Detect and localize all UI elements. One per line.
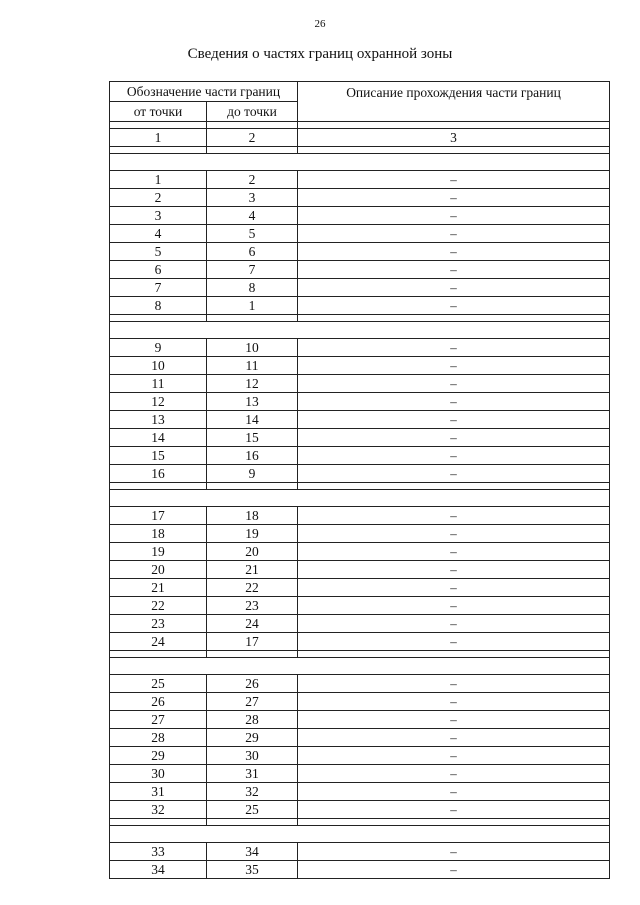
to-point-cell: 35 xyxy=(207,861,298,879)
to-point-cell: 31 xyxy=(207,765,298,783)
to-point-cell: 29 xyxy=(207,729,298,747)
description-cell: – xyxy=(298,747,610,765)
table-row xyxy=(110,225,610,243)
table-row xyxy=(110,597,610,615)
table-row xyxy=(110,465,610,483)
table-row xyxy=(110,843,610,861)
from-point-cell: 28 xyxy=(110,729,207,747)
description-cell: – xyxy=(298,597,610,615)
header-boundary-designation: Обозначение части границ xyxy=(110,82,298,102)
numbering-cell: 3 xyxy=(298,129,610,147)
from-point-cell: 25 xyxy=(110,675,207,693)
description-cell: – xyxy=(298,429,610,447)
numbering-cell: 1 xyxy=(110,129,207,147)
to-point-cell: 3 xyxy=(207,189,298,207)
from-point-cell: 33 xyxy=(110,843,207,861)
table-row xyxy=(110,243,610,261)
from-point-cell: 7 xyxy=(110,279,207,297)
description-cell: – xyxy=(298,339,610,357)
table-row xyxy=(110,693,610,711)
table-row xyxy=(110,765,610,783)
table-row xyxy=(110,207,610,225)
table-row xyxy=(110,447,610,465)
to-point-cell: 15 xyxy=(207,429,298,447)
from-point-cell: 29 xyxy=(110,747,207,765)
from-point-cell: 11 xyxy=(110,375,207,393)
to-point-cell: 6 xyxy=(207,243,298,261)
to-point-cell: 28 xyxy=(207,711,298,729)
to-point-cell: 19 xyxy=(207,525,298,543)
from-point-cell: 16 xyxy=(110,465,207,483)
table-row xyxy=(110,543,610,561)
from-point-cell: 26 xyxy=(110,693,207,711)
group-separator-row xyxy=(110,826,610,843)
to-point-cell: 30 xyxy=(207,747,298,765)
from-point-cell: 12 xyxy=(110,393,207,411)
table-body xyxy=(110,122,610,879)
from-point-cell: 5 xyxy=(110,243,207,261)
to-point-cell: 24 xyxy=(207,615,298,633)
to-point-cell: 20 xyxy=(207,543,298,561)
table-row xyxy=(110,615,610,633)
page-title: Сведения о частях границ охранной зоны xyxy=(187,46,453,62)
from-point-cell: 20 xyxy=(110,561,207,579)
from-point-cell: 1 xyxy=(110,171,207,189)
to-point-cell: 5 xyxy=(207,225,298,243)
to-point-cell: 4 xyxy=(207,207,298,225)
description-cell: – xyxy=(298,525,610,543)
table-row xyxy=(110,711,610,729)
to-point-cell: 8 xyxy=(207,279,298,297)
table-row xyxy=(110,279,610,297)
table-row xyxy=(110,411,610,429)
from-point-cell: 9 xyxy=(110,339,207,357)
spacer-row xyxy=(110,483,610,490)
description-cell: – xyxy=(298,507,610,525)
from-point-cell: 15 xyxy=(110,447,207,465)
to-point-cell: 25 xyxy=(207,801,298,819)
from-point-cell: 3 xyxy=(110,207,207,225)
from-point-cell: 8 xyxy=(110,297,207,315)
to-point-cell: 22 xyxy=(207,579,298,597)
table-row xyxy=(110,861,610,879)
description-cell: – xyxy=(298,783,610,801)
to-point-cell: 1 xyxy=(207,297,298,315)
description-cell: – xyxy=(298,243,610,261)
from-point-cell: 30 xyxy=(110,765,207,783)
description-cell: – xyxy=(298,393,610,411)
description-cell: – xyxy=(298,801,610,819)
table-row xyxy=(110,357,610,375)
group-separator-row xyxy=(110,154,610,171)
spacer-row xyxy=(110,651,610,658)
boundary-parts-table xyxy=(109,81,610,879)
description-cell: – xyxy=(298,675,610,693)
from-point-cell: 24 xyxy=(110,633,207,651)
description-cell: – xyxy=(298,279,610,297)
header-description: Описание прохождения части границ xyxy=(298,82,610,122)
description-cell: – xyxy=(298,375,610,393)
from-point-cell: 13 xyxy=(110,411,207,429)
group-separator-row xyxy=(110,490,610,507)
to-point-cell: 9 xyxy=(207,465,298,483)
to-point-cell: 34 xyxy=(207,843,298,861)
description-cell: – xyxy=(298,297,610,315)
from-point-cell: 21 xyxy=(110,579,207,597)
table-row xyxy=(110,171,610,189)
table-row xyxy=(110,525,610,543)
description-cell: – xyxy=(298,729,610,747)
description-cell: – xyxy=(298,225,610,243)
numbering-row xyxy=(110,129,610,147)
table-row xyxy=(110,579,610,597)
table-row xyxy=(110,675,610,693)
description-cell: – xyxy=(298,711,610,729)
from-point-cell: 32 xyxy=(110,801,207,819)
table-row xyxy=(110,507,610,525)
to-point-cell: 10 xyxy=(207,339,298,357)
to-point-cell: 2 xyxy=(207,171,298,189)
description-cell: – xyxy=(298,861,610,879)
to-point-cell: 13 xyxy=(207,393,298,411)
description-cell: – xyxy=(298,465,610,483)
description-cell: – xyxy=(298,633,610,651)
spacer-row xyxy=(110,819,610,826)
numbering-cell: 2 xyxy=(207,129,298,147)
header-to-point: до точки xyxy=(207,102,298,122)
page-number: 26 xyxy=(314,18,326,30)
table-row xyxy=(110,561,610,579)
group-separator-row xyxy=(110,658,610,675)
from-point-cell: 17 xyxy=(110,507,207,525)
spacer-row xyxy=(110,122,610,129)
description-cell: – xyxy=(298,561,610,579)
from-point-cell: 6 xyxy=(110,261,207,279)
description-cell: – xyxy=(298,543,610,561)
from-point-cell: 2 xyxy=(110,189,207,207)
from-point-cell: 31 xyxy=(110,783,207,801)
description-cell: – xyxy=(298,207,610,225)
from-point-cell: 27 xyxy=(110,711,207,729)
description-cell: – xyxy=(298,189,610,207)
description-cell: – xyxy=(298,411,610,429)
description-cell: – xyxy=(298,447,610,465)
from-point-cell: 14 xyxy=(110,429,207,447)
table-row xyxy=(110,297,610,315)
to-point-cell: 21 xyxy=(207,561,298,579)
table-row xyxy=(110,261,610,279)
spacer-row xyxy=(110,315,610,322)
table-row xyxy=(110,801,610,819)
group-separator-row xyxy=(110,322,610,339)
from-point-cell: 18 xyxy=(110,525,207,543)
description-cell: – xyxy=(298,843,610,861)
table-row xyxy=(110,747,610,765)
table-row xyxy=(110,429,610,447)
from-point-cell: 22 xyxy=(110,597,207,615)
table-row xyxy=(110,633,610,651)
to-point-cell: 32 xyxy=(207,783,298,801)
to-point-cell: 27 xyxy=(207,693,298,711)
to-point-cell: 18 xyxy=(207,507,298,525)
from-point-cell: 23 xyxy=(110,615,207,633)
from-point-cell: 34 xyxy=(110,861,207,879)
spacer-row xyxy=(110,147,610,154)
table-row xyxy=(110,783,610,801)
description-cell: – xyxy=(298,357,610,375)
table-row xyxy=(110,189,610,207)
table-row xyxy=(110,339,610,357)
to-point-cell: 14 xyxy=(207,411,298,429)
header-from-point: от точки xyxy=(110,102,207,122)
to-point-cell: 23 xyxy=(207,597,298,615)
to-point-cell: 7 xyxy=(207,261,298,279)
from-point-cell: 10 xyxy=(110,357,207,375)
to-point-cell: 17 xyxy=(207,633,298,651)
description-cell: – xyxy=(298,261,610,279)
table-row xyxy=(110,375,610,393)
description-cell: – xyxy=(298,765,610,783)
from-point-cell: 19 xyxy=(110,543,207,561)
description-cell: – xyxy=(298,579,610,597)
to-point-cell: 11 xyxy=(207,357,298,375)
description-cell: – xyxy=(298,693,610,711)
from-point-cell: 4 xyxy=(110,225,207,243)
table-row xyxy=(110,729,610,747)
description-cell: – xyxy=(298,171,610,189)
table-row xyxy=(110,393,610,411)
to-point-cell: 16 xyxy=(207,447,298,465)
description-cell: – xyxy=(298,615,610,633)
to-point-cell: 26 xyxy=(207,675,298,693)
to-point-cell: 12 xyxy=(207,375,298,393)
